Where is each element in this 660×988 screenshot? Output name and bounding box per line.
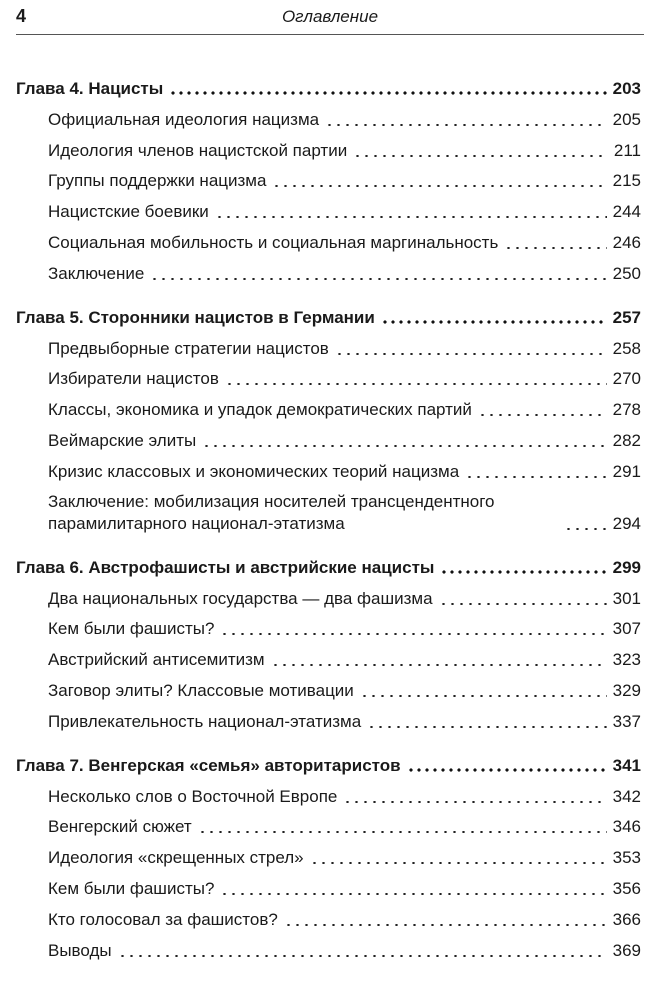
- entry-page-number: 346: [612, 817, 641, 837]
- dot-leader: [478, 414, 607, 416]
- entry-title: Привлекательность национал-этатизма: [48, 711, 362, 731]
- toc-entry[interactable]: [16, 452, 641, 483]
- dot-leader: [335, 353, 607, 355]
- dot-leader: [118, 955, 607, 957]
- toc-entry[interactable]: [16, 869, 641, 900]
- entry-title: Классы, экономика и упадок демократических партий: [48, 400, 472, 420]
- dot-leader: [353, 155, 608, 157]
- entry-page-number: 337: [612, 711, 641, 731]
- dot-leader: [284, 924, 607, 926]
- entry-title: Выводы: [48, 940, 112, 960]
- entry-page-number: 307: [612, 619, 641, 639]
- entry-title: Веймарские элиты: [48, 430, 197, 450]
- dot-leader: [271, 664, 607, 666]
- entry-page-number: 258: [612, 338, 641, 358]
- entry-title: Заговор элиты? Классовые мотивации: [48, 680, 354, 700]
- dot-leader: [202, 445, 606, 447]
- toc-entry[interactable]: [16, 421, 641, 452]
- dot-leader: [215, 216, 607, 218]
- chapter-heading[interactable]: [16, 747, 641, 777]
- entry-title: Идеология «скрещенных стрел»: [48, 848, 304, 868]
- toc-entry[interactable]: [16, 808, 641, 839]
- chapter-page-number: 257: [612, 307, 641, 327]
- entry-title: Венгерский сюжет: [48, 817, 192, 837]
- running-title: Оглавление: [281, 7, 379, 26]
- chapter-heading[interactable]: [16, 549, 641, 579]
- entry-page-number: 244: [612, 202, 641, 222]
- entry-title: Идеология членов нацистской партии: [48, 140, 348, 160]
- entry-title: Нацистские боевики: [48, 202, 209, 222]
- dot-leader: [367, 726, 606, 728]
- chapter-block: [16, 549, 641, 733]
- entry-title: Официальная идеология нацизма: [48, 109, 320, 129]
- chapter-block: [16, 70, 641, 285]
- entry-page-number: 369: [612, 940, 641, 960]
- entry-page-number: 353: [612, 848, 641, 868]
- entry-page-number: 366: [612, 909, 641, 929]
- entry-page-number: 323: [612, 650, 641, 670]
- toc-entry[interactable]: [16, 610, 641, 641]
- chapter-title: Глава 6. Австрофашисты и австрийские нацисты: [16, 557, 435, 577]
- toc-entry[interactable]: [16, 777, 641, 808]
- dot-leader: [343, 801, 606, 803]
- toc-entry[interactable]: [16, 900, 641, 931]
- chapter-page-number: 203: [612, 79, 641, 98]
- dot-leader: [310, 862, 607, 864]
- entry-title: Группы поддержки нацизма: [48, 171, 267, 191]
- entry-title: Предвыборные стратегии нацистов: [48, 338, 329, 358]
- toc-entry[interactable]: [16, 329, 641, 360]
- toc-entry[interactable]: [16, 254, 641, 285]
- entry-title: Кризис классовых и экономических теорий нацизма: [48, 461, 460, 481]
- entry-page-number: 211: [613, 140, 641, 160]
- chapter-block: [16, 299, 641, 535]
- entry-page-number: 205: [612, 109, 641, 129]
- entry-page-number: 246: [612, 232, 641, 252]
- entry-page-number: 282: [612, 430, 641, 450]
- entry-page-number: 301: [612, 588, 641, 608]
- toc-entry[interactable]: [16, 838, 641, 869]
- dot-leader: [150, 278, 606, 280]
- entry-page-number: 329: [612, 680, 641, 700]
- page-number: 4: [16, 6, 27, 26]
- dot-leader: [198, 831, 607, 833]
- entry-title: Избиратели нацистов: [48, 369, 219, 389]
- toc-entry[interactable]: [16, 131, 641, 162]
- toc-entry[interactable]: [16, 931, 641, 962]
- chapter-block: [16, 747, 641, 962]
- entry-title: Австрийский антисемитизм: [48, 650, 265, 670]
- entry-title: Заключение: мобилизация носителей трансцендентного парамилитарного национал-этатизма: [48, 491, 495, 533]
- entry-page-number: 270: [612, 369, 641, 389]
- entry-page-number: 291: [612, 461, 641, 481]
- entry-page-number: 356: [612, 878, 641, 898]
- dot-leader: [407, 768, 607, 772]
- toc-entry[interactable]: [16, 579, 641, 610]
- toc-entry[interactable]: [16, 360, 641, 391]
- chapter-heading[interactable]: [16, 299, 641, 329]
- entry-title: Кем были фашисты?: [48, 878, 215, 898]
- dot-leader: [325, 124, 607, 126]
- dot-leader: [439, 603, 607, 605]
- entry-title: Социальная мобильность и социальная маргинальность: [48, 232, 499, 252]
- chapter-title: Глава 4. Нацисты: [16, 79, 164, 98]
- entry-title: Кто голосовал за фашистов?: [48, 909, 278, 929]
- dot-leader: [440, 570, 606, 574]
- entry-page-number: 215: [612, 171, 641, 191]
- chapter-title: Глава 5. Сторонники нацистов в Германии: [16, 307, 375, 327]
- dot-leader: [220, 893, 606, 895]
- toc-entry[interactable]: [16, 162, 641, 193]
- entry-page-number: 342: [612, 786, 641, 806]
- toc-entry[interactable]: [16, 192, 641, 223]
- toc-entry[interactable]: [16, 100, 641, 131]
- dot-leader: [360, 695, 607, 697]
- chapter-page-number: 299: [612, 557, 641, 577]
- dot-leader: [564, 528, 607, 530]
- entry-title: Кем были фашисты?: [48, 619, 215, 639]
- entry-page-number: 278: [612, 400, 641, 420]
- dot-leader: [381, 320, 607, 324]
- entry-title: Два национальных государства — два фашизма: [48, 588, 433, 608]
- chapter-page-number: 341: [612, 755, 641, 775]
- table-of-contents: [16, 70, 641, 976]
- dot-leader: [225, 383, 607, 385]
- page-header: [16, 4, 644, 35]
- entry-title: Заключение: [48, 263, 145, 283]
- toc-entry[interactable]: [16, 702, 641, 733]
- chapter-title: Глава 7. Венгерская «семья» авторитаристов: [16, 755, 401, 775]
- chapter-heading[interactable]: [16, 70, 641, 100]
- dot-leader: [465, 476, 606, 478]
- toc-entry[interactable]: [16, 640, 641, 671]
- dot-leader: [220, 633, 606, 635]
- dot-leader: [504, 247, 606, 249]
- toc-entry[interactable]: [16, 671, 641, 702]
- toc-entry[interactable]: [16, 223, 641, 254]
- dot-leader: [272, 185, 606, 187]
- entry-page-number: 294: [612, 513, 641, 533]
- entry-page-number: 250: [612, 263, 641, 283]
- toc-entry[interactable]: [16, 483, 641, 535]
- dot-leader: [169, 91, 606, 95]
- entry-title: Несколько слов о Восточной Европе: [48, 786, 338, 806]
- toc-entry[interactable]: [16, 390, 641, 421]
